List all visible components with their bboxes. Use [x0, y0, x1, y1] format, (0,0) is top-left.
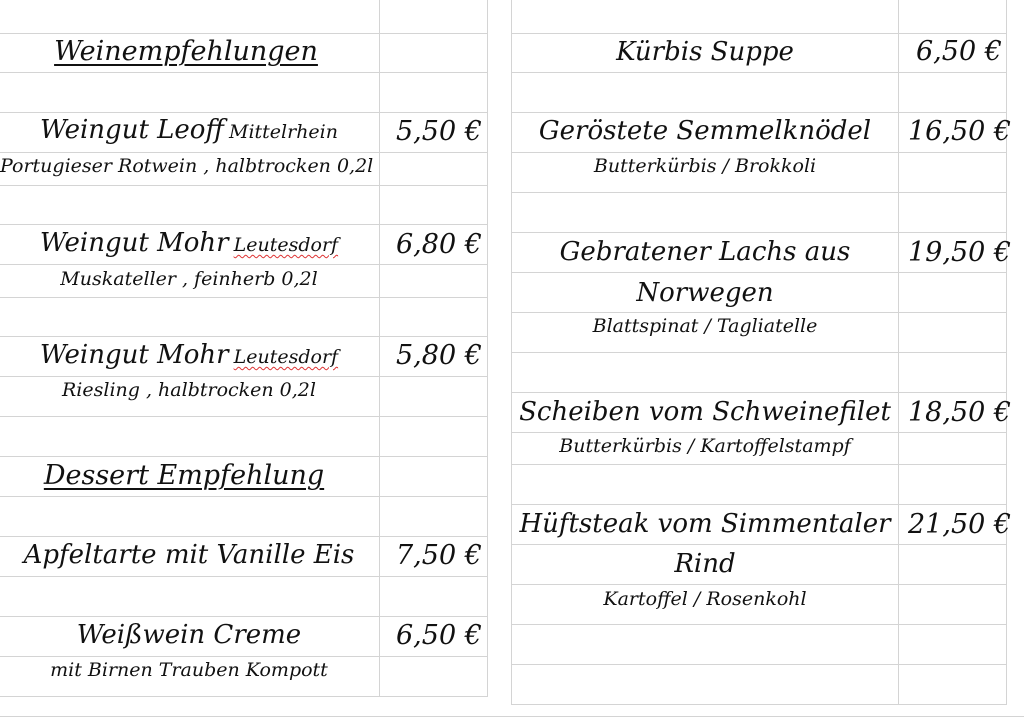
- dish-description: Kartoffel / Rosenkohl: [603, 588, 807, 610]
- dish-name: Gebratener Lachs aus: [559, 237, 851, 267]
- dish-description: Butterkürbis / Kartoffelstampf: [559, 435, 851, 457]
- dessert-description: mit Birnen Trauben Kompott: [50, 659, 328, 681]
- dessert-price: 6,50 €: [396, 620, 482, 651]
- dessert-heading: Dessert Empfehlung: [43, 460, 325, 491]
- wine-description: Riesling , halbtrocken 0,2l: [62, 379, 316, 401]
- wine-winery: Weingut Mohr: [39, 228, 229, 258]
- wine-description: Muskateller , feinherb 0,2l: [60, 268, 318, 290]
- wine-item: [0, 342, 378, 368]
- dessert-price: 7,50 €: [396, 540, 482, 571]
- dish-description: Butterkürbis / Brokkoli: [593, 155, 817, 177]
- dish-name: Scheiben vom Schweinefilet: [519, 397, 891, 427]
- dessert-name: Apfeltarte mit Vanille Eis: [23, 540, 355, 570]
- dish-description: Blattspinat / Tagliatelle: [592, 315, 818, 337]
- wine-region: Mittelrhein: [228, 121, 338, 143]
- wine-heading: Weinempfehlungen: [54, 36, 318, 67]
- dish-name: Hüftsteak vom Simmentaler: [519, 509, 891, 539]
- dish-name-line2: Norwegen: [636, 278, 774, 308]
- wine-price: 6,80 €: [396, 229, 482, 260]
- wine-item: [0, 230, 378, 256]
- dish-price: 18,50 €: [908, 397, 1012, 428]
- wine-description: Portugieser Rotwein , halbtrocken 0,2l: [0, 155, 374, 177]
- dish-price: 21,50 €: [908, 509, 1012, 540]
- wine-price: 5,80 €: [396, 340, 482, 371]
- dish-price: 19,50 €: [908, 237, 1012, 268]
- wine-price: 5,50 €: [396, 116, 482, 147]
- wine-winery: Weingut Mohr: [39, 340, 229, 370]
- dish-price: 16,50 €: [908, 116, 1012, 147]
- dessert-name: Weißwein Creme: [76, 620, 302, 650]
- wine-region: Leutesdorf: [233, 234, 339, 256]
- dish-name: Kürbis Suppe: [616, 37, 794, 67]
- wine-item: [0, 117, 378, 143]
- dish-name: Geröstete Semmelknödel: [538, 116, 872, 146]
- wine-winery: Weingut Leoff: [40, 115, 224, 145]
- dish-name-line2: Rind: [674, 549, 736, 579]
- wine-region: Leutesdorf: [233, 346, 339, 368]
- dish-price: 6,50 €: [916, 36, 1002, 67]
